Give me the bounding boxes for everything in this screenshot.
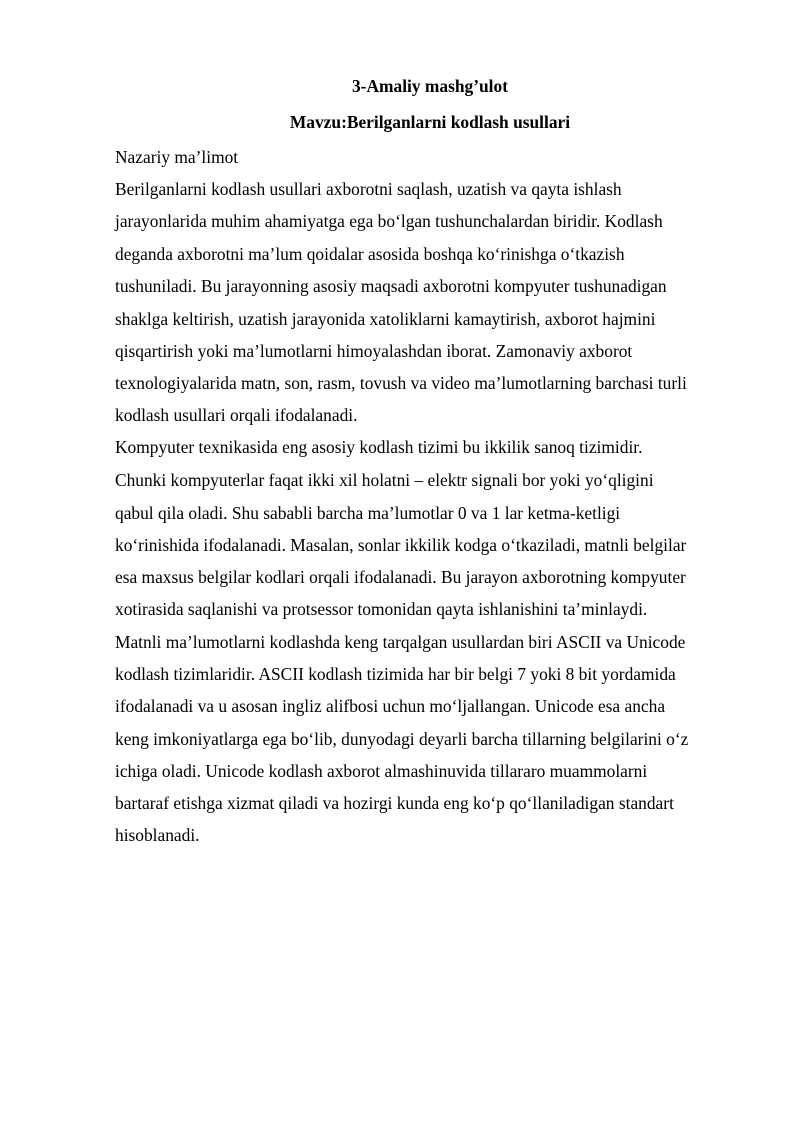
section-heading: Nazariy ma’limot	[115, 147, 239, 167]
document-title: 3-Amaliy mashg’ulot	[351, 76, 509, 96]
text-line: Matnli ma’lumotlarni kodlashda keng tarqalgan usullardan biri ASCII va Unicode	[115, 632, 686, 652]
text-line: tushuniladi. Bu jarayonning asosiy maqsadi axborotni kompyuter tushunadigan	[115, 276, 667, 296]
text-line: texnologiyalarida matn, son, rasm, tovush va video ma’lumotlarning barchasi turli	[115, 373, 687, 393]
text-line: xotirasida saqlanishi va protsessor tomonidan qayta ishlanishini ta’minlaydi.	[115, 599, 648, 619]
text-line: qabul qila oladi. Shu sababli barcha ma’lumotlar 0 va 1 lar ketma-ketligi	[115, 503, 621, 523]
text-line: deganda axborotni ma’lum qoidalar asosida boshqa ko‘rinishga o‘tkazish	[115, 244, 625, 264]
text-line: hisoblanadi.	[115, 825, 200, 845]
text-line: ichiga oladi. Unicode kodlash axborot almashinuvida tillararo muammolarni	[115, 761, 648, 781]
text-line: esa maxsus belgilar kodlari orqali ifodalanadi. Bu jarayon axborotning kompyuter	[115, 567, 686, 587]
text-line: kodlash tizimlaridir. ASCII kodlash tizimida har bir belgi 7 yoki 8 bit yordamida	[115, 664, 676, 684]
text-line: kodlash usullari orqali ifodalanadi.	[115, 405, 358, 425]
text-line: bartaraf etishga xizmat qiladi va hozirgi kunda eng ko‘p qo‘llaniladigan standart	[115, 793, 674, 813]
text-line: keng imkoniyatlarga ega bo‘lib, dunyodagi deyarli barcha tillarning belgilarini o‘z	[115, 729, 689, 749]
text-line: ko‘rinishida ifodalanadi. Masalan, sonlar ikkilik kodga o‘tkaziladi, matnli belgilar	[115, 535, 687, 555]
text-line: Berilganlarni kodlash usullari axborotni saqlash, uzatish va qayta ishlash	[115, 179, 622, 199]
text-line: jarayonlarida muhim ahamiyatga ega bo‘lgan tushunchalardan biridir. Kodlash	[115, 211, 663, 231]
text-line: Kompyuter texnikasida eng asosiy kodlash tizimi bu ikkilik sanoq tizimidir.	[115, 437, 643, 457]
document-subtitle: Mavzu:Berilganlarni kodlash usullari	[289, 112, 571, 132]
text-line: ifodalanadi va u asosan ingliz alifbosi uchun mo‘ljallangan. Unicode esa ancha	[115, 696, 666, 716]
text-line: Chunki kompyuterlar faqat ikki xil holatni – elektr signali bor yoki yo‘qligini	[115, 470, 654, 490]
text-line: qisqartirish yoki ma’lumotlarni himoyalashdan iborat. Zamonaviy axborot	[115, 341, 633, 361]
text-line: shaklga keltirish, uzatish jarayonida xatoliklarni kamaytirish, axborot hajmini	[115, 309, 656, 329]
